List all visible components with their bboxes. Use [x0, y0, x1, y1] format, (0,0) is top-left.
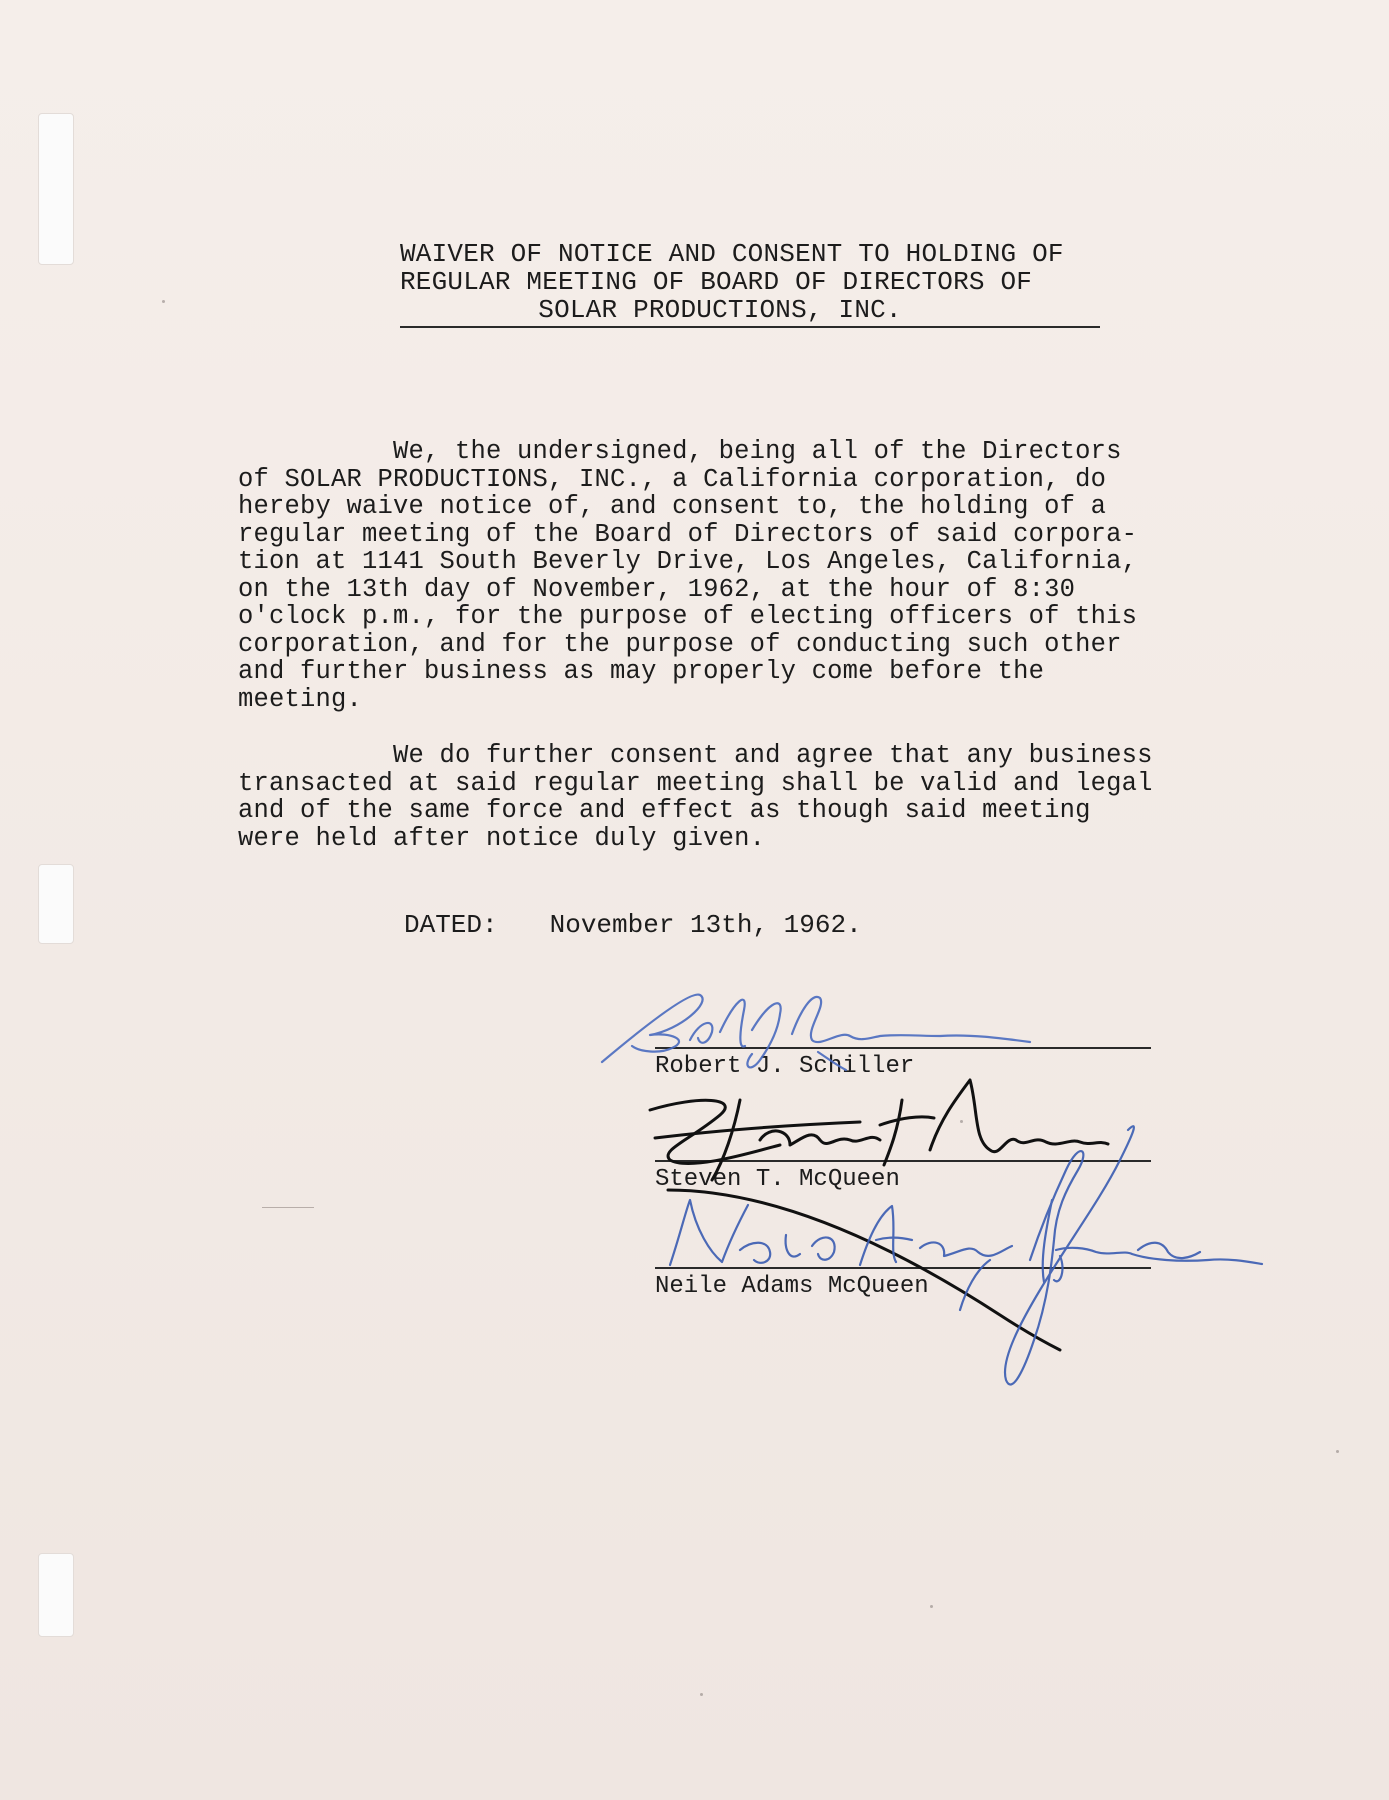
paragraph-1-line: of SOLAR PRODUCTIONS, INC., a California corporation, do	[238, 464, 1107, 494]
speck	[930, 1605, 933, 1608]
signature-block-steven-mcqueen	[655, 1160, 1155, 1193]
title-underline	[400, 326, 1100, 328]
dated-label: DATED:	[404, 910, 498, 940]
paragraph-1-line: meeting.	[238, 684, 363, 714]
signatory-name: Neile Adams McQueen	[655, 1273, 929, 1300]
paragraph-2-line: were held after notice duly given.	[238, 823, 766, 853]
paragraph-2-line: and of the same force and effect as though said meeting	[238, 796, 1091, 825]
stray-mark	[262, 1207, 314, 1208]
paragraph-2-line: We do further consent and agree that any business	[238, 741, 1153, 770]
punch-hole-top	[38, 113, 74, 265]
dated-line	[404, 910, 862, 940]
paragraph-2	[238, 742, 1238, 852]
punch-hole-bottom	[38, 1553, 74, 1637]
signature-line	[655, 1047, 1151, 1049]
title-line-1: WAIVER OF NOTICE AND CONSENT TO HOLDING OF	[400, 239, 1064, 269]
title-line-3: SOLAR PRODUCTIONS, INC.	[538, 295, 902, 325]
speck	[960, 1120, 963, 1123]
paragraph-1-line: corporation, and for the purpose of conducting such other	[238, 629, 1122, 659]
signatory-name: Robert J. Schiller	[655, 1053, 915, 1080]
title-line-2: REGULAR MEETING OF BOARD OF DIRECTORS OF	[400, 267, 1033, 297]
paragraph-1-line: regular meeting of the Board of Directors of said corpora-	[238, 519, 1138, 549]
speck	[162, 300, 165, 303]
speck	[1336, 1450, 1339, 1453]
signatory-name: Steven T. McQueen	[655, 1166, 900, 1193]
paragraph-1-line: We, the undersigned, being all of the Directors	[238, 437, 1122, 466]
dated-value: November 13th, 1962.	[549, 910, 862, 940]
signature-block-neile-mcqueen	[655, 1267, 1155, 1300]
paragraph-1-line: hereby waive notice of, and consent to, the holding of a	[238, 492, 1107, 521]
punch-hole-middle	[38, 864, 74, 944]
paragraph-2-line: transacted at said regular meeting shall be valid and legal	[238, 768, 1153, 798]
signature-steven-mcqueen	[650, 1080, 1108, 1350]
paragraph-1-line: tion at 1141 South Beverly Drive, Los Angeles, California,	[238, 547, 1138, 576]
document-title	[400, 240, 1100, 324]
speck	[700, 1693, 703, 1696]
signature-line	[655, 1160, 1151, 1162]
paragraph-1	[238, 438, 1238, 713]
paragraph-1-line: and further business as may properly come before the	[238, 657, 1045, 686]
signature-block-schiller	[655, 1047, 1155, 1080]
paragraph-1-line: on the 13th day of November, 1962, at the hour of 8:30	[238, 574, 1076, 604]
signature-line	[655, 1267, 1151, 1269]
paragraph-1-line: o'clock p.m., for the purpose of electing officers of this	[238, 602, 1138, 631]
